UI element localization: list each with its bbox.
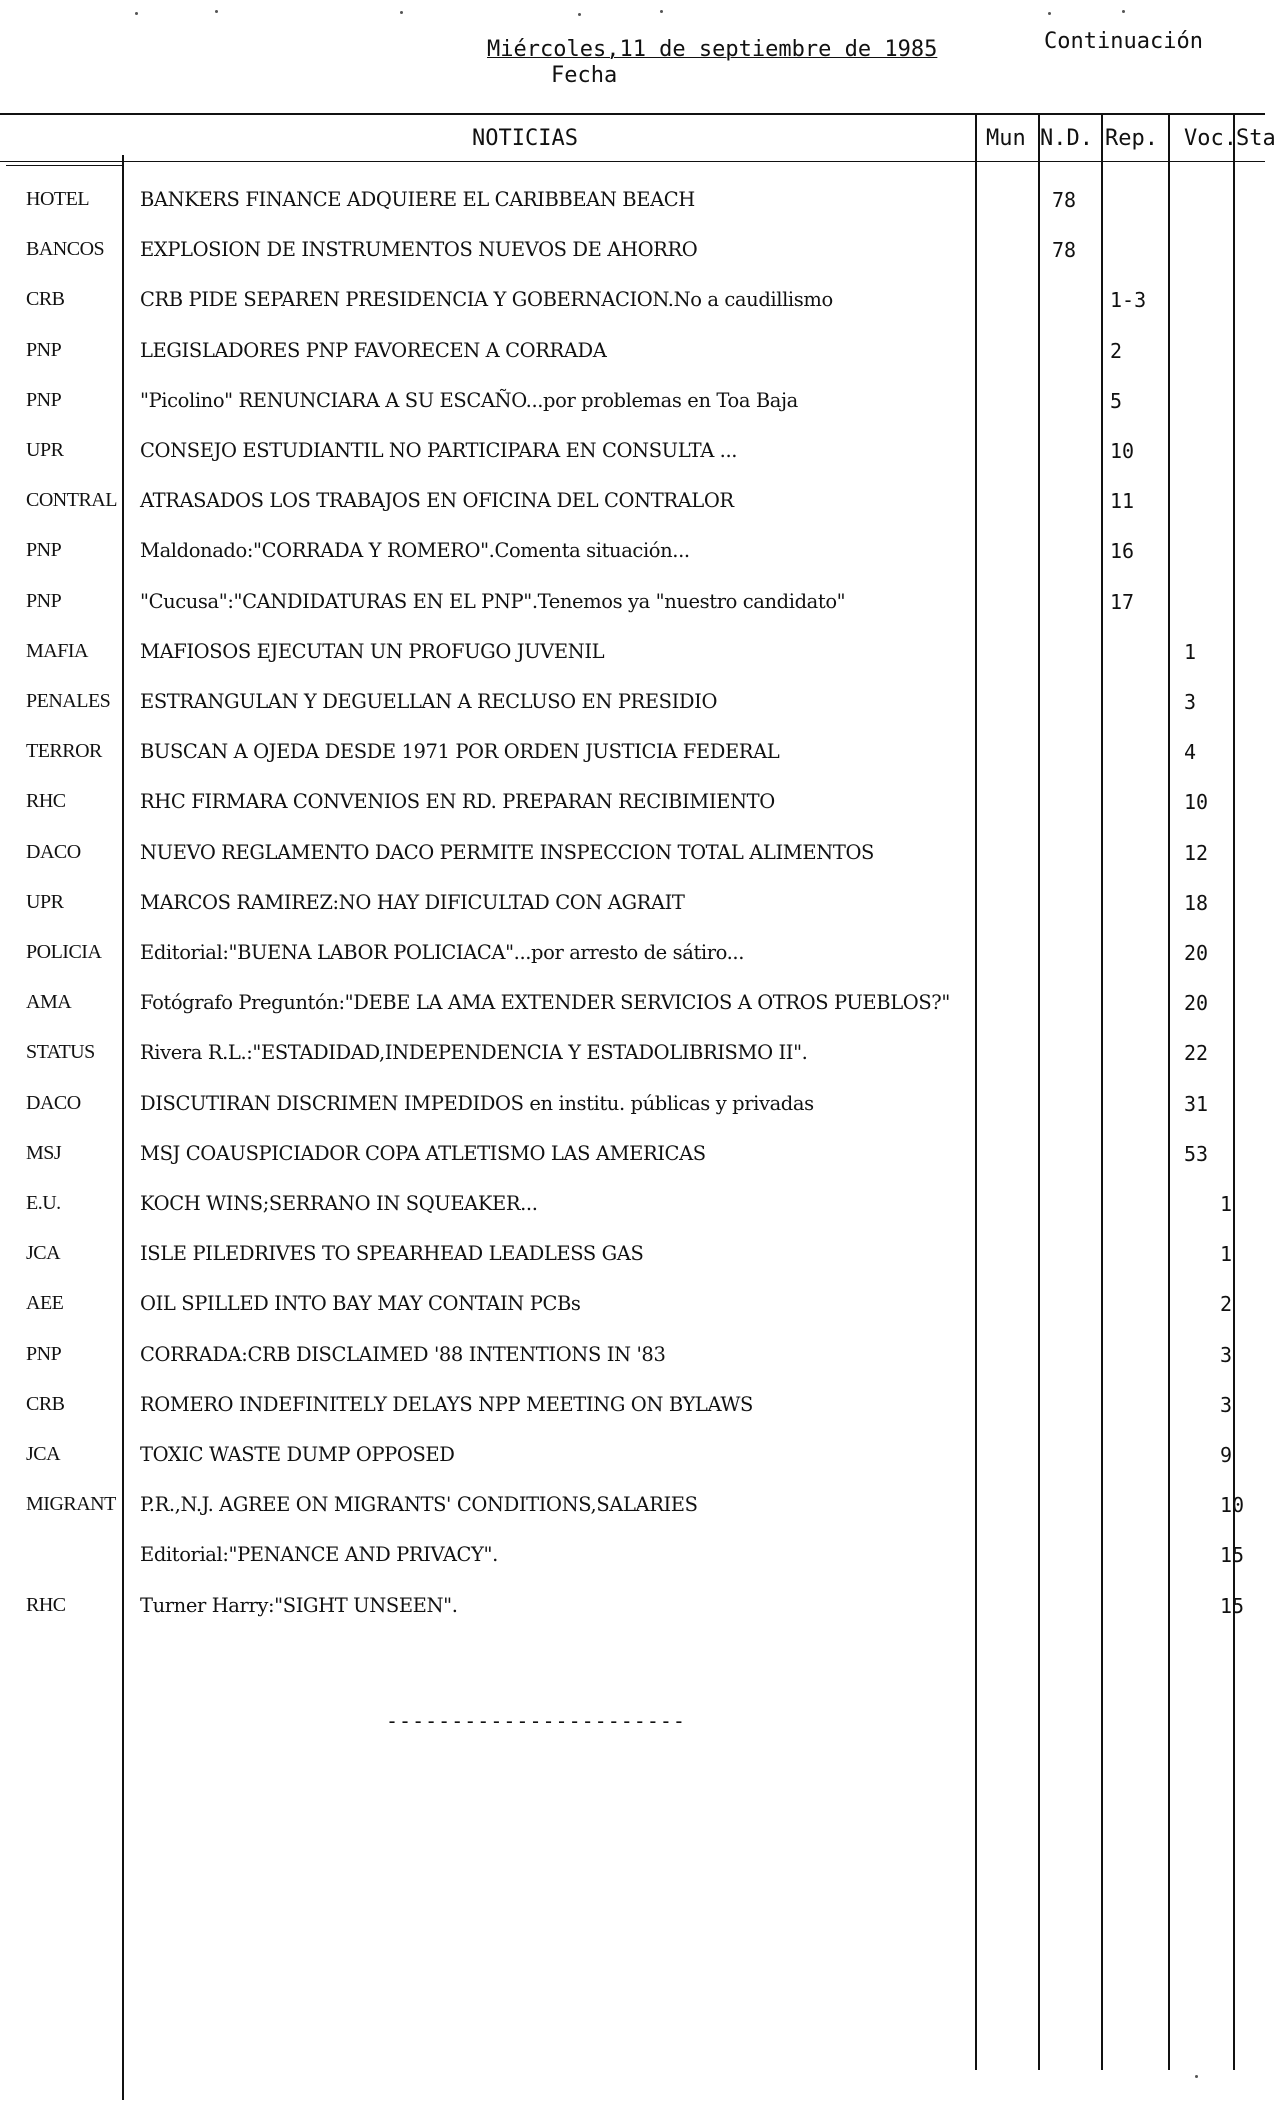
date-label: Fecha [551, 63, 618, 88]
row-headline: CRB PIDE SEPAREN PRESIDENCIA Y GOBERNACION.No a caudillismo [140, 288, 833, 312]
table-row [0, 1232, 1265, 1282]
row-voc-page: 20 [1184, 941, 1209, 965]
row-rep-page: 17 [1110, 589, 1135, 614]
row-rep-page: 11 [1110, 489, 1135, 514]
table-row [0, 831, 1265, 881]
table-row [0, 730, 1265, 780]
table-row [0, 931, 1265, 981]
row-headline: Editorial:"BUENA LABOR POLICIACA"...por arresto de sátiro... [140, 941, 745, 964]
row-sta-page: 15 [1220, 1593, 1245, 1618]
table-row [0, 529, 1265, 579]
row-headline: ROMERO INDEFINITELY DELAYS NPP MEETING ON BYLAWS [140, 1392, 753, 1416]
row-topic: RHC [26, 790, 66, 813]
header-divider [0, 161, 1265, 162]
row-headline: CONSEJO ESTUDIANTIL NO PARTICIPARA EN CONSULTA ... [140, 439, 738, 462]
table-row [0, 1433, 1265, 1483]
row-headline: KOCH WINS;SERRANO IN SQUEAKER... [140, 1192, 538, 1215]
row-voc-page: 18 [1184, 890, 1209, 915]
table-row [0, 429, 1265, 479]
row-sta-page: 1 [1220, 1242, 1233, 1267]
row-headline: EXPLOSION DE INSTRUMENTOS NUEVOS DE AHORRO [140, 238, 698, 262]
table-top-border [0, 113, 1265, 115]
table-row [0, 1082, 1265, 1132]
row-headline: BANKERS FINANCE ADQUIERE EL CARIBBEAN BEACH [140, 188, 695, 211]
table-row [0, 1483, 1265, 1533]
row-topic: PENALES [26, 690, 111, 712]
row-topic: DACO [26, 840, 81, 863]
row-headline: "Cucusa":"CANDIDATURAS EN EL PNP".Tenemos ya "nuestro candidato" [140, 589, 846, 613]
table-row [0, 881, 1265, 931]
scan-speck [135, 12, 138, 15]
row-topic: MAFIA [26, 639, 88, 662]
row-headline: LEGISLADORES PNP FAVORECEN A CORRADA [140, 338, 607, 362]
left-margin-tick [6, 165, 124, 166]
row-headline: BUSCAN A OJEDA DESDE 1971 POR ORDEN JUSTICIA FEDERAL [140, 740, 780, 764]
continuation-label: Continuación [1044, 29, 1203, 54]
table-row [0, 580, 1265, 630]
row-topic: CRB [26, 1392, 65, 1415]
row-voc-page: 31 [1184, 1091, 1209, 1116]
row-headline: ESTRANGULAN Y DEGUELLAN A RECLUSO EN PRESIDIO [140, 690, 718, 713]
row-sta-page: 15 [1220, 1543, 1245, 1568]
table-row [0, 1584, 1265, 1634]
row-topic: STATUS [26, 1041, 95, 1064]
table-row [0, 1333, 1265, 1383]
table-row [0, 680, 1265, 730]
document-date: Miércoles,11 de septiembre de 1985 [487, 37, 938, 62]
scan-speck [578, 13, 581, 16]
row-topic: CONTRAL [26, 489, 117, 512]
row-topic: JCA [26, 1443, 61, 1465]
row-sta-page: 10 [1220, 1493, 1245, 1518]
table-row [0, 780, 1265, 830]
row-voc-page: 12 [1184, 840, 1209, 865]
row-topic: CRB [26, 288, 65, 311]
table-row [0, 1031, 1265, 1081]
table-row [0, 379, 1265, 429]
row-headline: Turner Harry:"SIGHT UNSEEN". [140, 1593, 458, 1617]
row-headline: P.R.,N.J. AGREE ON MIGRANTS' CONDITIONS,SALARIES [140, 1493, 698, 1517]
row-nd-page: 78 [1052, 238, 1077, 263]
row-topic: UPR [26, 890, 64, 913]
row-topic: JCA [26, 1242, 61, 1265]
row-topic: E.U. [26, 1192, 61, 1214]
table-row [0, 630, 1265, 680]
row-headline: Maldonado:"CORRADA Y ROMERO".Comenta situación... [140, 539, 690, 563]
row-headline: NUEVO REGLAMENTO DACO PERMITE INSPECCION TOTAL ALIMENTOS [140, 840, 874, 864]
row-sta-page: 3 [1220, 1392, 1233, 1417]
row-topic: PNP [26, 388, 62, 411]
table-row [0, 981, 1265, 1031]
row-topic: BANCOS [26, 238, 105, 261]
scan-speck [1048, 12, 1051, 15]
row-topic: HOTEL [26, 188, 90, 210]
column-header-rep: Rep. [1105, 126, 1158, 151]
table-row [0, 1383, 1265, 1433]
scan-speck [400, 11, 403, 14]
row-topic: RHC [26, 1593, 66, 1616]
table-row [0, 1533, 1265, 1583]
row-topic: PNP [26, 539, 62, 562]
row-headline: ISLE PILEDRIVES TO SPEARHEAD LEADLESS GAS [140, 1242, 644, 1266]
table-row [0, 1282, 1265, 1332]
scan-speck [1122, 10, 1125, 13]
row-voc-page: 10 [1184, 790, 1209, 815]
row-headline: OIL SPILLED INTO BAY MAY CONTAIN PCBs [140, 1292, 581, 1316]
row-nd-page: 78 [1052, 188, 1077, 212]
row-voc-page: 4 [1184, 740, 1197, 765]
row-voc-page: 3 [1184, 690, 1197, 714]
column-header-mun: Mun [986, 126, 1026, 151]
row-headline: MARCOS RAMIREZ:NO HAY DIFICULTAD CON AGRAIT [140, 890, 685, 914]
row-rep-page: 16 [1110, 539, 1135, 564]
row-topic: AEE [26, 1292, 64, 1315]
column-header-sta: Sta [1236, 126, 1276, 151]
row-sta-page: 1 [1220, 1192, 1233, 1216]
column-header-news: NOTICIAS [472, 126, 578, 151]
row-topic: PNP [26, 338, 62, 361]
row-voc-page: 22 [1184, 1041, 1209, 1066]
scan-speck [215, 10, 218, 13]
row-rep-page: 1-3 [1110, 288, 1147, 313]
row-sta-page: 2 [1220, 1292, 1233, 1317]
row-headline: Rivera R.L.:"ESTADIDAD,INDEPENDENCIA Y ESTADOLIBRISMO II". [140, 1041, 808, 1065]
row-headline: Editorial:"PENANCE AND PRIVACY". [140, 1543, 498, 1567]
table-row [0, 329, 1265, 379]
table-row [0, 178, 1265, 228]
row-headline: "Picolino" RENUNCIARA A SU ESCAÑO...por problemas en Toa Baja [140, 388, 798, 412]
closing-rule: ----------------------- [386, 1709, 686, 1733]
column-header-nd: N.D. [1040, 126, 1093, 151]
scan-speck [660, 10, 663, 13]
row-headline: MSJ COAUSPICIADOR COPA ATLETISMO LAS AMERICAS [140, 1141, 706, 1165]
row-headline: CORRADA:CRB DISCLAIMED '88 INTENTIONS IN '83 [140, 1342, 666, 1366]
row-rep-page: 2 [1110, 338, 1123, 363]
row-rep-page: 5 [1110, 388, 1123, 413]
row-topic: AMA [26, 991, 72, 1014]
row-topic: PNP [26, 1342, 62, 1365]
table-row [0, 1132, 1265, 1182]
row-headline: Fotógrafo Preguntón:"DEBE LA AMA EXTENDER SERVICIOS A OTROS PUEBLOS?" [140, 991, 950, 1015]
row-headline: DISCUTIRAN DISCRIMEN IMPEDIDOS en institu. públicas y privadas [140, 1091, 814, 1115]
row-sta-page: 9 [1220, 1443, 1233, 1467]
row-topic: TERROR [26, 740, 102, 763]
row-headline: ATRASADOS LOS TRABAJOS EN OFICINA DEL CONTRALOR [140, 489, 734, 513]
row-topic: DACO [26, 1091, 81, 1114]
row-topic: POLICIA [26, 941, 102, 963]
scan-speck [1195, 2075, 1198, 2078]
column-header-voc: Voc. [1184, 126, 1237, 151]
row-headline: TOXIC WASTE DUMP OPPOSED [140, 1443, 455, 1466]
row-topic: MIGRANT [26, 1493, 116, 1516]
table-row [0, 278, 1265, 328]
row-topic: UPR [26, 439, 64, 461]
row-voc-page: 20 [1184, 991, 1209, 1016]
table-row [0, 1182, 1265, 1232]
row-topic: MSJ [26, 1141, 62, 1164]
row-voc-page: 1 [1184, 639, 1197, 664]
row-rep-page: 10 [1110, 439, 1135, 463]
row-sta-page: 3 [1220, 1342, 1233, 1367]
row-topic: PNP [26, 589, 62, 612]
table-row [0, 479, 1265, 529]
row-voc-page: 53 [1184, 1141, 1209, 1166]
row-headline: RHC FIRMARA CONVENIOS EN RD. PREPARAN RECIBIMIENTO [140, 790, 775, 814]
row-headline: MAFIOSOS EJECUTAN UN PROFUGO JUVENIL [140, 639, 605, 663]
table-row [0, 228, 1265, 278]
